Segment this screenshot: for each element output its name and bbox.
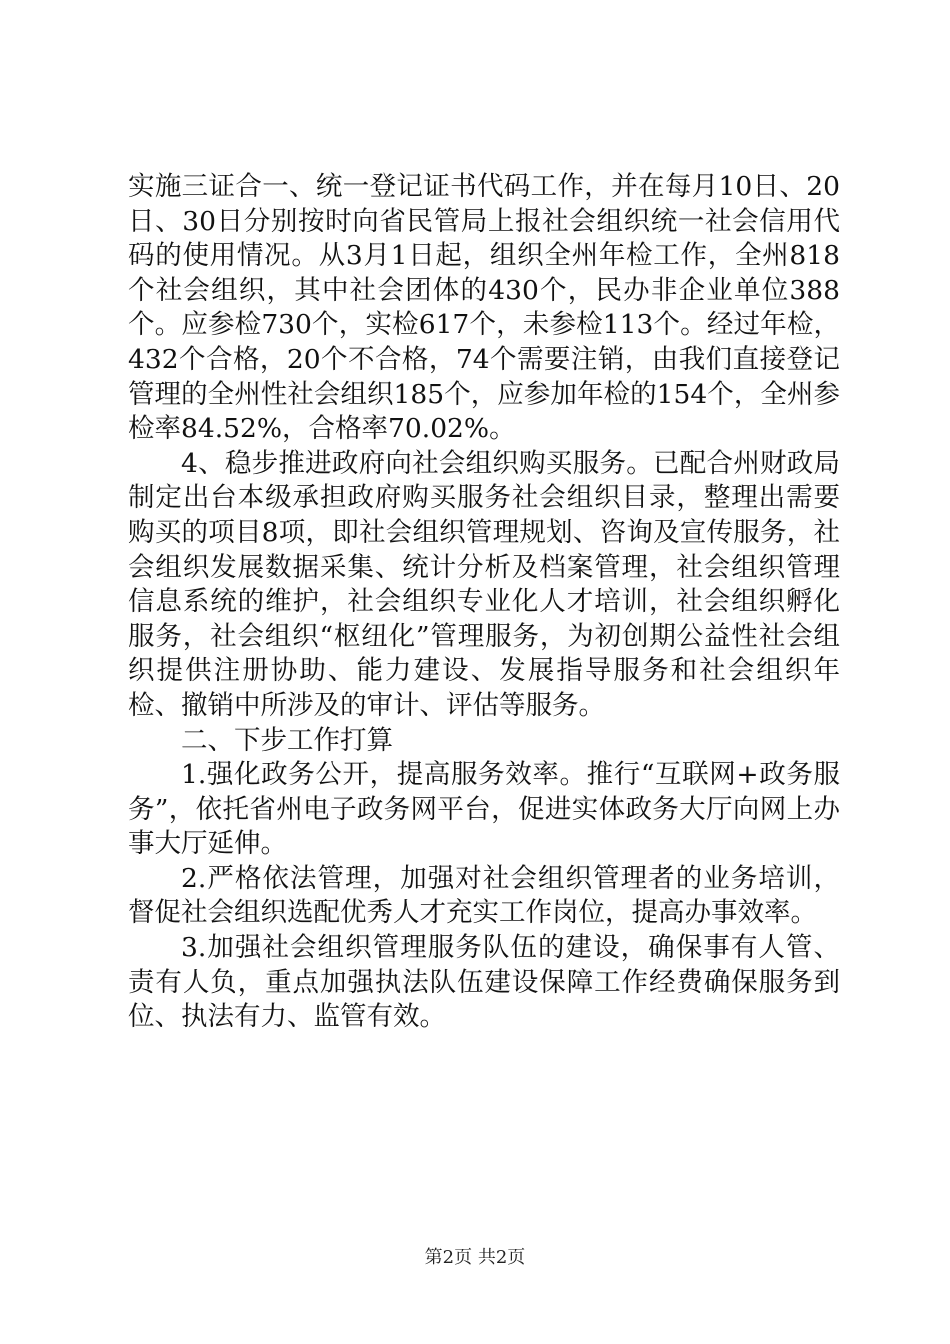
section-heading-next-steps: 二、下步工作打算 (181, 724, 393, 756)
paragraph-item-3: 3.加强社会组织管理服务队伍的建设，确保事有人管、责有人负，重点加强执法队伍建设保障工作经费确保服务到位、执法有力、监管有效。 (128, 932, 840, 1033)
paragraph-annual-inspection: 实施三证合一、统一登记证书代码工作，并在每月10日、20日、30日分别按时向省民管局上报社会组织统一社会信用代码的使用情况。从3月1日起，组织全州年检工作，全州818个社会组织，其中社会团体的430个，民办非企业单位388个。应参检730个，实检617个，未参检113个。经过年检，432个合格，20个不合格，74个需要注销，由我们直接登记管理的全州性社会组织185个，应参加年检的154个，全州参检率84.52%，合格率70.02%。 (128, 171, 840, 445)
page-number-footer: 第2页 共2页 (424, 1247, 526, 1268)
paragraph-purchase-services: 4、稳步推进政府向社会组织购买服务。已配合州财政局制定出台本级承担政府购买服务社会组织目录，整理出需要购买的项目8项，即社会组织管理规划、咨询及宣传服务，社会组织发展数据采集、统计分析及档案管理，社会组织管理信息系统的维护，社会组织专业化人才培训，社会组织孵化服务，社会组织“枢纽化”管理服务，为初创期公益性社会组织提供注册协助、能力建设、发展指导服务和社会组织年检、撤销中所涉及的审计、评估等服务。 (128, 447, 840, 721)
paragraph-item-2: 2.严格依法管理，加强对社会组织管理者的业务培训，督促社会组织选配优秀人才充实工作岗位，提高办事效率。 (128, 862, 840, 929)
document-body (128, 170, 840, 1035)
paragraph-item-1: 1.强化政务公开，提高服务效率。推行“互联网+政务服务”，依托省州电子政务网平台，促进实体政务大厅向网上办事大厅延伸。 (128, 759, 840, 860)
